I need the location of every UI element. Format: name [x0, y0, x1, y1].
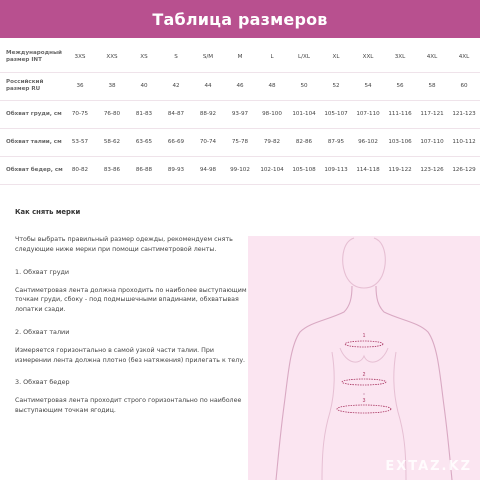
- table-cell: 86-88: [128, 156, 160, 184]
- table-cell: S/M: [192, 42, 224, 72]
- table-cell: 99-102: [224, 156, 256, 184]
- table-cell: M: [224, 42, 256, 72]
- table-cell: 70-74: [192, 128, 224, 156]
- right-body-outline: [376, 286, 452, 480]
- table-cell: 46: [224, 72, 256, 100]
- table-row: [0, 72, 480, 100]
- body-figure-panel: [248, 236, 480, 480]
- left-body-outline: [276, 286, 352, 480]
- table-cell: 110-112: [448, 128, 480, 156]
- table-cell: 123-126: [416, 156, 448, 184]
- step-heading-waist: 2. Обхват талии: [15, 327, 70, 336]
- table-cell: 88-92: [192, 100, 224, 128]
- table-cell: 44: [192, 72, 224, 100]
- table-cell: 93-97: [224, 100, 256, 128]
- table-cell: XS: [128, 42, 160, 72]
- table-cell: 4XL: [416, 42, 448, 72]
- step-text-chest: Сантиметровая лента должна проходить по наиболее выступающим точкам груди, сбоку - под подмышечными впадинами, обхватывая лопатки сзади.: [15, 286, 247, 313]
- table-cell: L: [256, 42, 288, 72]
- table-cell: 107-110: [416, 128, 448, 156]
- table-cell: 75-78: [224, 128, 256, 156]
- table-cell: 96-102: [352, 128, 384, 156]
- table-cell: 117-121: [416, 100, 448, 128]
- table-cell: 54: [352, 72, 384, 100]
- marker-waist: 2: [362, 372, 366, 378]
- table-cell: 50: [288, 72, 320, 100]
- table-row: [0, 42, 480, 72]
- table-cell: 102-104: [256, 156, 288, 184]
- table-cell: 121-123: [448, 100, 480, 128]
- table-row: [0, 156, 480, 184]
- left-torso-contour: [322, 352, 334, 480]
- table-cell: 4XL: [448, 42, 480, 72]
- table-cell: L/XL: [288, 42, 320, 72]
- table-cell: XXL: [352, 42, 384, 72]
- table-cell: 60: [448, 72, 480, 100]
- table-cell: 111-116: [384, 100, 416, 128]
- table-cell: 58-62: [96, 128, 128, 156]
- measurement-guide: [0, 198, 480, 480]
- table-cell: 56: [384, 72, 416, 100]
- table-cell: 87-95: [320, 128, 352, 156]
- table-cell: 82-86: [288, 128, 320, 156]
- table-cell: 101-104: [288, 100, 320, 128]
- table-cell: 126-129: [448, 156, 480, 184]
- table-cell: 98-100: [256, 100, 288, 128]
- table-cell: 80-82: [64, 156, 96, 184]
- chest-measurement-line: [345, 341, 383, 347]
- table-cell: 63-65: [128, 128, 160, 156]
- table-cell: S: [160, 42, 192, 72]
- table-cell: 52: [320, 72, 352, 100]
- table-cell: 114-118: [352, 156, 384, 184]
- page-title: Таблица размеров: [152, 9, 328, 29]
- table-cell: 84-87: [160, 100, 192, 128]
- row-label: Обхват бедер, см: [0, 156, 64, 184]
- table-cell: 89-93: [160, 156, 192, 184]
- table-cell: 3XS: [64, 42, 96, 72]
- table-cell: 83-86: [96, 156, 128, 184]
- row-label: Российский размер RU: [0, 72, 64, 100]
- table-cell: 94-98: [192, 156, 224, 184]
- bust-outline: [340, 348, 388, 362]
- step-heading-chest: 1. Обхват груди: [15, 267, 70, 276]
- table-cell: 107-110: [352, 100, 384, 128]
- table-cell: 70-75: [64, 100, 96, 128]
- body-silhouette-illustration: [248, 236, 480, 480]
- table-cell: 105-107: [320, 100, 352, 128]
- table-cell: XXS: [96, 42, 128, 72]
- marker-chest: 1: [362, 333, 366, 339]
- step-text-hips: Сантиметровая лента проходит строго горизонтально по наиболее выступающим точкам ягодиц.: [15, 397, 242, 414]
- step-text-waist: Измеряется горизонтально в самой узкой части талии. При измерении лента должна плотно (без натяжения) прилегать к телу.: [15, 346, 246, 364]
- table-cell: 48: [256, 72, 288, 100]
- table-cell: 105-108: [288, 156, 320, 184]
- table-cell: 40: [128, 72, 160, 100]
- header-banner: [0, 0, 480, 38]
- navel-mark: [363, 393, 365, 395]
- guide-text: [15, 208, 247, 429]
- table-cell: 76-80: [96, 100, 128, 128]
- size-table: [0, 42, 480, 185]
- guide-intro: Чтобы выбрать правильный размер одежды, рекомендуем снять следующие ниже мерки при помощи сантиметровой ленты.: [15, 236, 233, 253]
- table-cell: 53-57: [64, 128, 96, 156]
- table-cell: 58: [416, 72, 448, 100]
- table-cell: 81-83: [128, 100, 160, 128]
- table-cell: 119-122: [384, 156, 416, 184]
- table-cell: XL: [320, 42, 352, 72]
- table-cell: 66-69: [160, 128, 192, 156]
- watermark-logo: EXTAZ.KZ: [385, 459, 472, 474]
- table-row: [0, 128, 480, 156]
- guide-title: Как снять мерки: [15, 208, 81, 216]
- table-cell: 42: [160, 72, 192, 100]
- table-cell: 38: [96, 72, 128, 100]
- table-cell: 79-82: [256, 128, 288, 156]
- table-cell: 3XL: [384, 42, 416, 72]
- head-outline: [343, 238, 386, 288]
- hip-measurement-line: [337, 405, 391, 413]
- table-row: [0, 100, 480, 128]
- table-cell: 36: [64, 72, 96, 100]
- step-heading-hips: 3. Обхват бедер: [15, 378, 70, 387]
- row-label: Международный размер INT: [0, 42, 64, 72]
- row-label: Обхват талии, см: [0, 128, 64, 156]
- table-cell: 109-113: [320, 156, 352, 184]
- waist-measurement-line: [342, 379, 386, 385]
- table-cell: 103-106: [384, 128, 416, 156]
- marker-hips: 3: [362, 398, 366, 404]
- row-label: Обхват груди, см: [0, 100, 64, 128]
